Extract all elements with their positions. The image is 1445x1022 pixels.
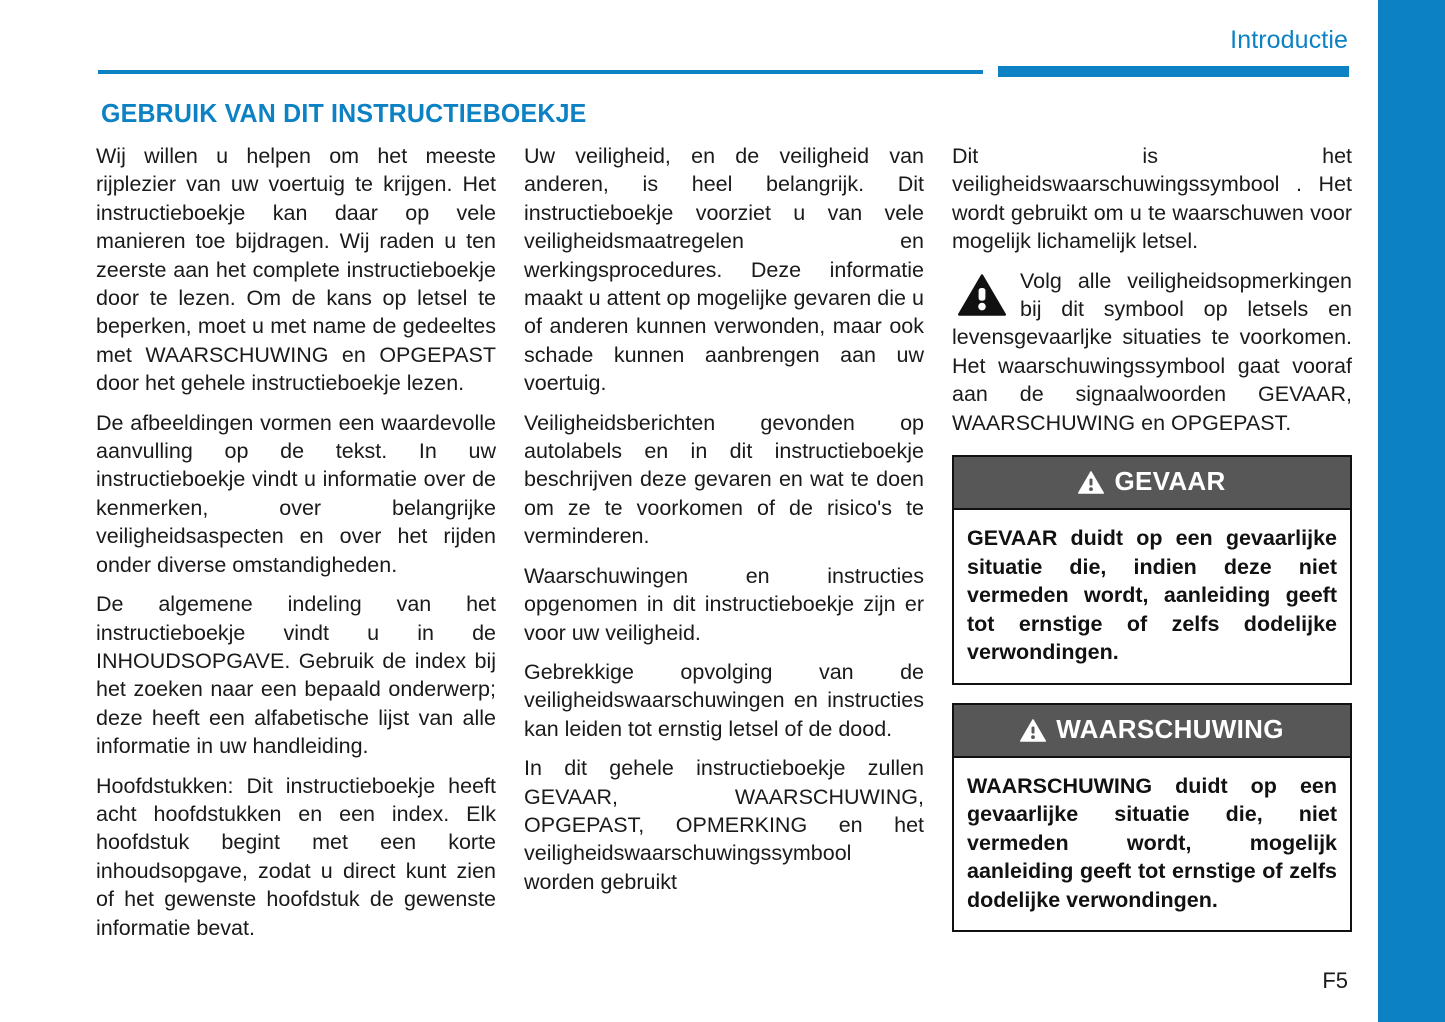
alert-gevaar-header: [954, 457, 1350, 510]
alert-waarschuwing: [952, 703, 1352, 933]
header-rule-thin: [98, 70, 983, 74]
paragraph: De afbeeldingen vormen een waardevolle aanvulling op de tekst. In uw instructieboekje vindt u informatie over de kenmerken, over belangrijke veiligheidsaspecten en over het rijden onder diverse omstandigheden.: [96, 410, 496, 577]
symbol-paragraph: [952, 267, 1352, 437]
text-column-2: [524, 142, 924, 942]
paragraph: In dit gehele instructieboekje zullen GEVAAR, WAARSCHUWING, OPGEPAST, OPMERKING en het veiligheidswaarschuwingssymbool worden gebruikt: [524, 756, 924, 894]
paragraph: Gebrekkige opvolging van de veiligheidswaarschuwingen en instructies kan leiden tot ernstig letsel of de dood.: [524, 659, 924, 741]
alert-gevaar-body: [954, 510, 1350, 683]
page-title: GEBRUIK VAN DIT INSTRUCTIEBOEKJE: [101, 98, 587, 128]
symbol-paragraph-text: Volg alle veiligheidsopmerkingen bij dit symbool op letsels en levensgevaarljke situaties te voorkomen. Het waarschuwingssymbool gaat vooraf aan de signaalwoorden GEVAAR, WAARSCHUWING en OPGEPAST.: [952, 268, 1352, 435]
chapter-label: Introductie: [1230, 26, 1348, 54]
chapter-edge-band: [1378, 0, 1445, 1022]
paragraph: Wij willen u helpen om het meeste rijplezier van uw voertuig te krijgen. Het instructieboekje kan daar op vele manieren toe bijdragen. Wij raden u ten zeerste aan het complete instructieboekje door te lezen. Om de kans op letsel te beperken, moet u met name de gedeeltes met WAARSCHUWING en OPGEPAST door het gehele instructieboekje lezen.: [96, 144, 496, 396]
page-number: F5: [1322, 968, 1348, 993]
text-column-3: [952, 142, 1352, 942]
alert-waarschuwing-header: [954, 705, 1350, 758]
paragraph: Dit is het veiligheidswaarschuwingssymbool . Het wordt gebruikt om u te waarschuwen voor mogelijk lichamelijk letsel.: [952, 144, 1352, 254]
alert-waarschuwing-body: [954, 758, 1350, 931]
alert-gevaar: [952, 455, 1352, 685]
alert-waarschuwing-text: WAARSCHUWING duidt op een gevaarlijke situatie die, niet vermeden wordt, mogelijk aanleiding geeft tot ernstige of zelfs dodelijke verwondingen.: [967, 773, 1337, 912]
column-layout: [96, 142, 1352, 942]
paragraph: Hoofdstukken: Dit instructieboekje heeft acht hoofdstukken en een index. Elk hoofdstuk begint met een korte inhoudsopgave, zodat u direct kunt zien of het gewenste hoofdstuk de gewenste informatie bevat.: [96, 773, 496, 940]
warning-triangle-icon: [1078, 471, 1104, 494]
warning-triangle-icon: [958, 274, 1006, 316]
alert-gevaar-title: GEVAAR: [1114, 466, 1226, 497]
paragraph: Uw veiligheid, en de veiligheid van anderen, is heel belangrijk. Dit instructieboekje voorziet u van vele veiligheidsmaatregelen en werkingsprocedures. Deze informatie maakt u attent op mogelijke gevaren die u of anderen kunnen verwonden, maar ook schade kunnen aanbrengen aan uw voertuig.: [524, 144, 924, 396]
warning-triangle-icon: [1020, 719, 1046, 742]
paragraph: Waarschuwingen en instructies opgenomen in dit instructieboekje zijn er voor uw veiligheid.: [524, 563, 924, 645]
alert-gevaar-text: GEVAAR duidt op een gevaarlijke situatie die, indien deze niet vermeden wordt, aanleiding geeft tot ernstige of zelfs dodelijke verwondingen.: [967, 526, 1337, 665]
paragraph: Veiligheidsberichten gevonden op autolabels en in dit instructieboekje beschrijven deze gevaren en wat te doen om ze te voorkomen of de risico's te verminderen.: [524, 410, 924, 549]
alert-waarschuwing-title: WAARSCHUWING: [1056, 713, 1284, 744]
paragraph: De algemene indeling van het instructieboekje vindt u in de INHOUDSOPGAVE. Gebruik de index bij het zoeken naar een bepaald onderwerp; deze heeft een alfabetische lijst van alle informatie in uw handleiding.: [96, 592, 496, 759]
text-column-1: [96, 142, 496, 942]
header-rule-thick: [998, 66, 1349, 77]
